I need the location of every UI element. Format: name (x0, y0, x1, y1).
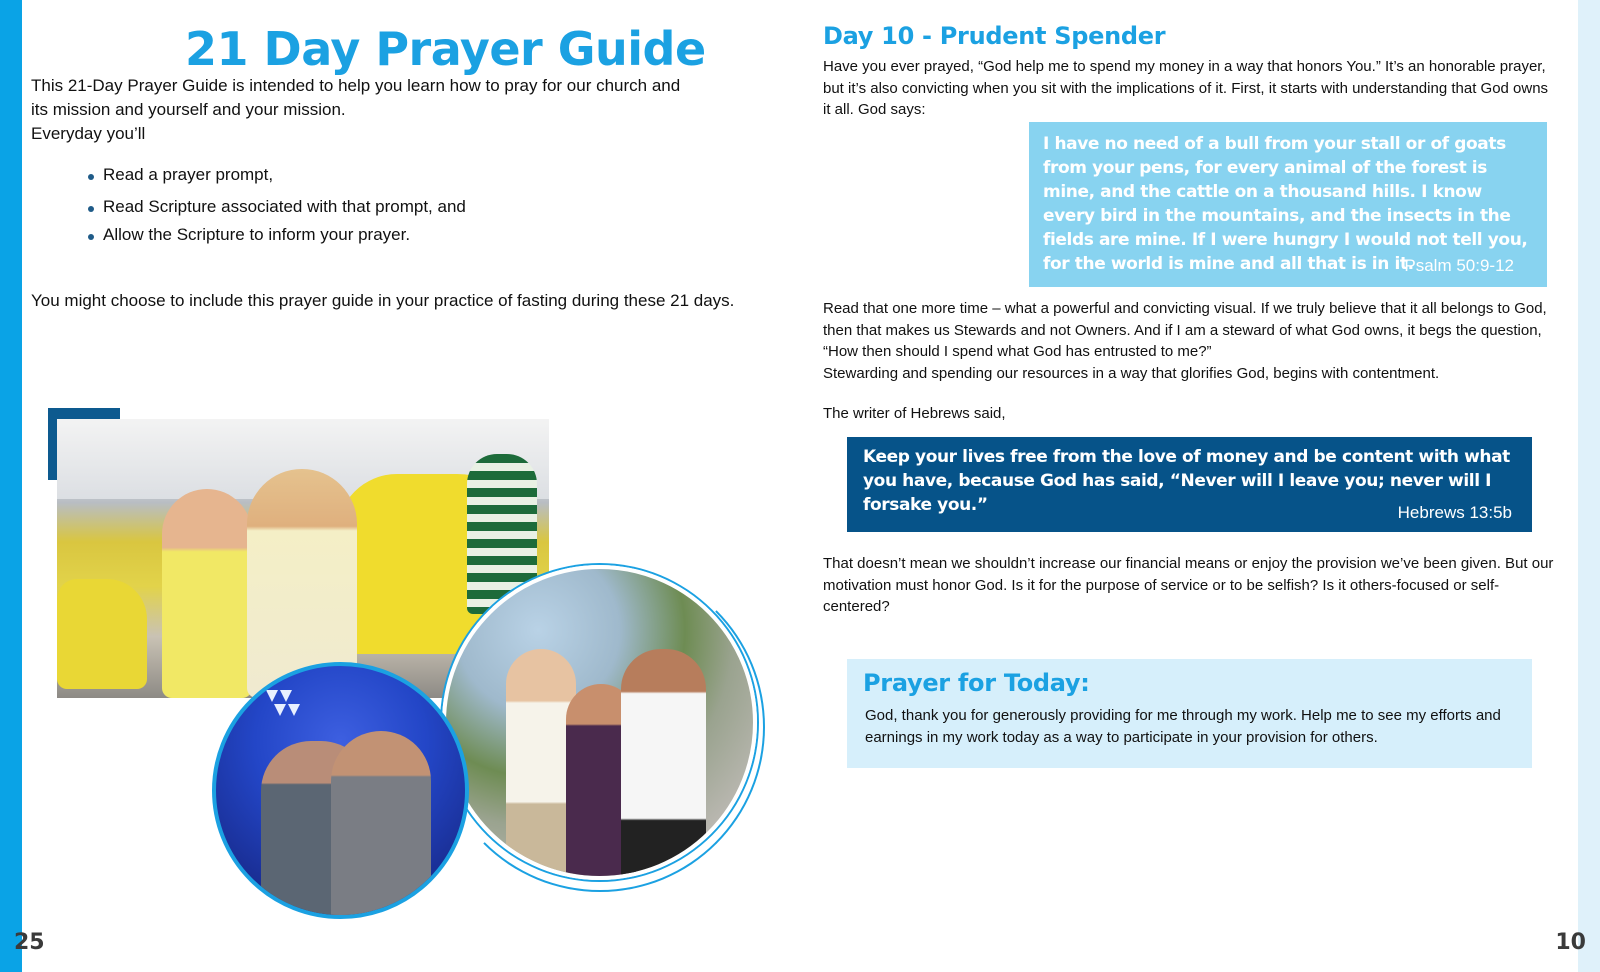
photo-ring-decoration (435, 562, 765, 892)
writer-line: The writer of Hebrews said, (823, 405, 1006, 422)
motivation-paragraph: That doesn’t mean we shouldn’t increase our financial means or enjoy the provision we’ve been given. But our motivation must honor God. Is it for the purpose of service or to be selfish? Is it others-focused or self-centered? (823, 555, 1554, 615)
guide-title: 21 Day Prayer Guide (185, 22, 706, 76)
day-title: Day 10 - Prudent Spender (823, 22, 1166, 50)
intro-line-2: its mission and yourself and your mission. (31, 100, 346, 119)
prayer-box (847, 659, 1532, 768)
intro-line-1: This 21-Day Prayer Guide is intended to help you learn how to pray for our church and (31, 76, 681, 95)
right-edge-bar (1578, 0, 1600, 972)
left-edge-bar (0, 0, 22, 972)
list-item: Read Scripture associated with that prompt, and (88, 197, 466, 217)
psalm-quote-box (1029, 122, 1547, 287)
intro-paragraph: Have you ever prayed, “God help me to spend my money in a way that honors You.” It’s an honorable prayer, but it’s also convicting when you sit with the implications of it. First, it starts with understanding that God owns it all. God says: (823, 58, 1549, 118)
intro-line-3: Everyday you’ll (31, 124, 146, 143)
list-item: Allow the Scripture to inform your prayer. (88, 225, 466, 245)
steps-list (88, 165, 466, 245)
hebrews-quote-reference: Hebrews 13:5b (1397, 503, 1512, 522)
list-item: Read a prayer prompt, (88, 165, 466, 185)
hebrews-quote-box (847, 437, 1532, 532)
intro-text (31, 74, 741, 146)
hug-photo (212, 662, 469, 919)
prayer-title: Prayer for Today: (863, 669, 1090, 697)
hebrews-quote-text: Keep your lives free from the love of money and be content with what you have, because God has said, “Never will I leave you; never will I forsake you.” (863, 447, 1510, 515)
page-number-left: 25 (14, 930, 45, 955)
page-number-right: 10 (1555, 930, 1586, 955)
church-logo-icon (264, 688, 304, 718)
reflection-paragraph (823, 298, 1558, 384)
reflection-text-2: Stewarding and spending our resources in a way that glorifies God, begins with contentment. (823, 364, 1440, 382)
psalm-quote-text: I have no need of a bull from your stall or of goats from your pens, for every animal of the forest is mine, and the cattle on a thousand hills. I know every bird in the mountains, and the insects in the fields are mine. If I were hungry I would not tell you, for the world is mine and all that is in it. (1043, 134, 1528, 274)
reflection-text-1: Read that one more time – what a powerful and convicting visual. If we truly believe that it all belongs to God, then that makes us Stewards and not Owners. And if I am a steward of what God owns, it begs the question, “How then should I spend what God has entrusted to me?” (823, 300, 1547, 360)
psalm-quote-reference: Psalm 50:9-12 (1404, 256, 1514, 275)
fasting-note: You might choose to include this prayer guide in your practice of fasting during these 21 days. (31, 291, 735, 310)
prayer-text: God, thank you for generously providing for me through my work. Help me to see my efforts and earnings in my work today as a way to participate in your provision for others. (865, 707, 1501, 746)
